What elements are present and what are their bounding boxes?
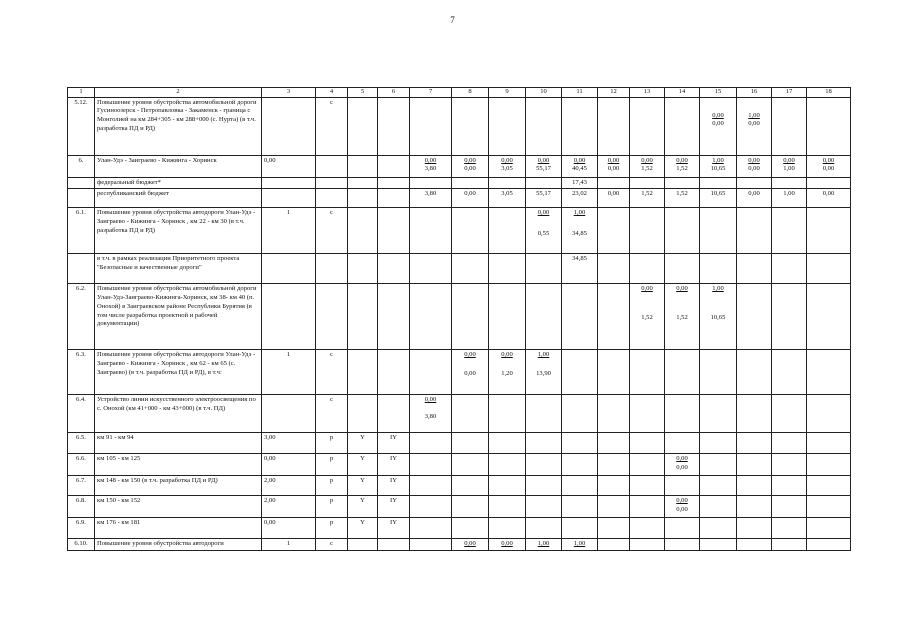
value-cell: 0,00 55,17	[526, 155, 562, 177]
col-header: 10	[526, 88, 562, 98]
row-name: Повышение уровня обустройства автодороги Улан-Удэ - Заиграево - Кижинга - Хоринск , км 62 - км 65 (с. Заиграево) (в т.ч. разработка ПД и РД), в т.ч:	[95, 350, 262, 395]
row-class: Y	[348, 496, 378, 518]
row-type: р	[316, 496, 348, 518]
value-cell: 0,00 1,52	[630, 284, 665, 350]
row-category: 1	[262, 350, 316, 395]
row-category: IY	[378, 476, 410, 496]
table-row	[68, 395, 851, 433]
value-cell: 0,00	[807, 189, 851, 208]
row-class: Y	[348, 518, 378, 539]
table-row	[68, 97, 851, 155]
row-category: IY	[378, 518, 410, 539]
value-cell: 1,00 10,65	[700, 155, 737, 177]
row-number: 6.5.	[68, 433, 95, 454]
row-number: 6.1.	[68, 208, 95, 254]
row-class: Y	[348, 476, 378, 496]
table-row	[68, 155, 851, 177]
col-header: 9	[489, 88, 526, 98]
col-header: 7	[410, 88, 452, 98]
value-cell: 1,00	[772, 189, 807, 208]
row-number: 6.9.	[68, 518, 95, 539]
row-number: 6.8.	[68, 496, 95, 518]
col-header: 11	[562, 88, 598, 98]
row-type: с	[316, 395, 348, 433]
table-row	[68, 433, 851, 454]
value-cell: 0,00 3,80	[410, 395, 452, 433]
col-header: 1	[68, 88, 95, 98]
table-row	[68, 539, 851, 551]
value-cell: 23,02	[562, 189, 598, 208]
row-name: км 150 - км 152	[95, 496, 262, 518]
row-category: IY	[378, 433, 410, 454]
value-cell: 0,00 0,00	[665, 496, 700, 518]
row-name: в т.ч. в рамках реализации Приоритетного проекта "Безопасные и качественные дороги"	[95, 254, 262, 284]
column-number-row	[68, 88, 851, 98]
row-type: р	[316, 476, 348, 496]
value-cell: 1,00 10,65	[700, 284, 737, 350]
row-name: км 148 - км 150 (в т.ч. разработка ПД и РД)	[95, 476, 262, 496]
col-header: 2	[95, 88, 262, 98]
col-header: 16	[737, 88, 772, 98]
col-header: 14	[665, 88, 700, 98]
row-type: с	[316, 350, 348, 395]
value-cell: 3,80	[410, 189, 452, 208]
row-length: 0,00	[262, 155, 316, 177]
value-cell: 0,00 1,52	[630, 155, 665, 177]
col-header: 12	[598, 88, 630, 98]
col-header: 5	[348, 88, 378, 98]
table-row	[68, 177, 851, 189]
value-cell: 0,00 0,00	[598, 155, 630, 177]
value-cell: 1,00 0,00	[737, 97, 772, 155]
row-number: 6.10.	[68, 539, 95, 551]
row-number: 6.2.	[68, 284, 95, 350]
row-name: Улан-Удэ - Заиграево - Кижинга - Хоринск	[95, 155, 262, 177]
col-header: 3	[262, 88, 316, 98]
row-name: Устройство линии искусственного электроосвещения по с. Онохой (км 41+000 - км 43+000) (в т.ч. ПД)	[95, 395, 262, 433]
row-name: Повышение уровня обустройства автодороги Улан-Удэ - Заиграево - Кижинга - Хоринск , км 22 - км 30 (в т.ч. разработка ПД и РД)	[95, 208, 262, 254]
value-cell: 1,00	[562, 539, 598, 551]
col-header: 15	[700, 88, 737, 98]
value-cell: 0,00	[489, 539, 526, 551]
row-class: Y	[348, 454, 378, 476]
row-number: 6.7.	[68, 476, 95, 496]
program-table	[67, 87, 851, 551]
value-cell: 0,00 0,00	[807, 155, 851, 177]
row-name: республиканский бюджет	[95, 189, 262, 208]
page-number: 7	[450, 15, 455, 25]
value-cell: 1,52	[665, 189, 700, 208]
row-length: 0,00	[262, 454, 316, 476]
value-cell: 0,00 0,55	[526, 208, 562, 254]
value-cell: 0,00 0,00	[700, 97, 737, 155]
value-cell: 0,00	[598, 189, 630, 208]
table-row	[68, 518, 851, 539]
row-number: 6.3.	[68, 350, 95, 395]
row-name: км 176 - км 181	[95, 518, 262, 539]
value-cell: 55,17	[526, 189, 562, 208]
row-name: Повышение уровня обустройства автомобильной дороги Улан-Удэ-Заиграево-Кижинга-Хоринск, км 38- км 40 (п. Онохой) в Заиграевском районе Республики Бурятия (в том числе разработка проектной и рабочей документации)	[95, 284, 262, 350]
row-class: Y	[348, 433, 378, 454]
col-header: 8	[452, 88, 489, 98]
value-cell: 3,05	[489, 189, 526, 208]
value-cell: 10,65	[700, 189, 737, 208]
value-cell: 0,00 1,52	[665, 155, 700, 177]
table-row	[68, 476, 851, 496]
row-name: Повышение уровня обустройства автодороги	[95, 539, 262, 551]
row-type: с	[316, 539, 348, 551]
row-number: 5.12.	[68, 97, 95, 155]
row-length: 2,00	[262, 496, 316, 518]
row-type: с	[316, 97, 348, 155]
value-cell: 1,52	[630, 189, 665, 208]
col-header: 13	[630, 88, 665, 98]
row-name: федеральный бюджет*	[95, 177, 262, 189]
row-length: 3,00	[262, 433, 316, 454]
row-name: Повышение уровня обустройства автомобильной дороги Гусиноозерск - Петропавловка - Закаменск - граница с Монголией на км 284+305 - км 288+000 (с. Нурта) (в т.ч. разработка ПД и РД)	[95, 97, 262, 155]
col-header: 4	[316, 88, 348, 98]
table-row	[68, 208, 851, 254]
table-row	[68, 350, 851, 395]
value-cell: 34,85	[562, 254, 598, 284]
value-cell: 0,00	[452, 539, 489, 551]
row-category: 1	[262, 539, 316, 551]
row-number: 6.6.	[68, 454, 95, 476]
row-type: р	[316, 454, 348, 476]
row-name: км 105 - км 125	[95, 454, 262, 476]
value-cell: 0,00 1,52	[665, 284, 700, 350]
col-header: 17	[772, 88, 807, 98]
row-length: 0,00	[262, 518, 316, 539]
row-category: IY	[378, 454, 410, 476]
value-cell: 0,00 0,00	[737, 155, 772, 177]
value-cell: 0,00 0,00	[665, 454, 700, 476]
value-cell: 1,00 13,90	[526, 350, 562, 395]
row-type: р	[316, 433, 348, 454]
table-row	[68, 284, 851, 350]
value-cell: 0,00 1,00	[772, 155, 807, 177]
row-number: 6.4.	[68, 395, 95, 433]
value-cell: 0,00 0,00	[452, 155, 489, 177]
value-cell: 0,00 3,80	[410, 155, 452, 177]
value-cell: 0,00	[737, 189, 772, 208]
col-header: 18	[807, 88, 851, 98]
table-row	[68, 454, 851, 476]
value-cell: 0,00 0,00	[452, 350, 489, 395]
value-cell: 0,00 3,05	[489, 155, 526, 177]
row-name: км 91 - км 94	[95, 433, 262, 454]
table-row	[68, 189, 851, 208]
value-cell: 0,00 1,20	[489, 350, 526, 395]
table-row	[68, 254, 851, 284]
value-cell: 17,43	[562, 177, 598, 189]
value-cell: 1,00	[526, 539, 562, 551]
table-row	[68, 496, 851, 518]
row-type: р	[316, 518, 348, 539]
value-cell: 0,00 40,45	[562, 155, 598, 177]
row-category: 1	[262, 208, 316, 254]
row-type: с	[316, 208, 348, 254]
row-number: 6.	[68, 155, 95, 177]
col-header: 6	[378, 88, 410, 98]
row-length: 2,00	[262, 476, 316, 496]
value-cell: 1,00 34,85	[562, 208, 598, 254]
value-cell: 0,00	[452, 189, 489, 208]
row-category: IY	[378, 496, 410, 518]
